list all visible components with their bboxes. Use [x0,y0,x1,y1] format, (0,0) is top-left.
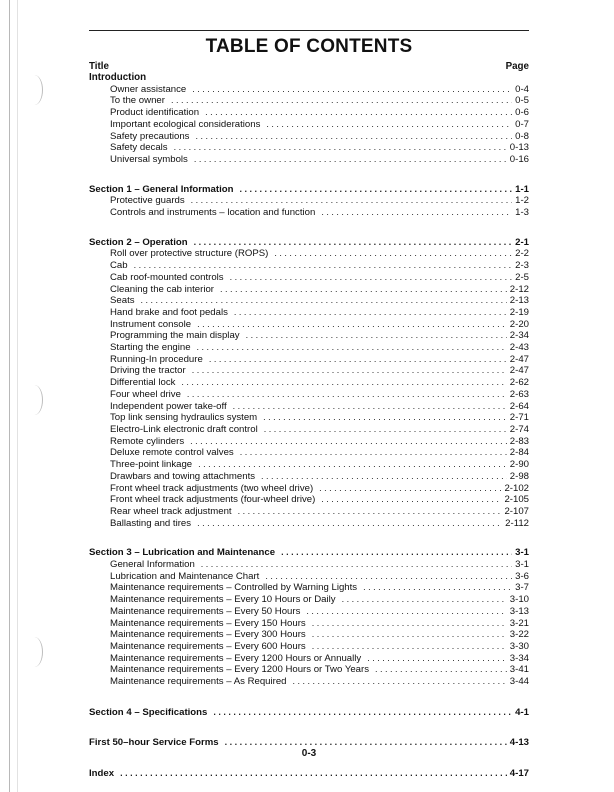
dot-leader [363,582,512,594]
toc-entry-page: 0-5 [515,95,529,107]
toc-entry-page: 3-34 [509,652,529,664]
dot-leader [319,483,501,495]
toc-entry-label: Differential lock [110,377,176,389]
dot-leader [265,571,512,583]
dot-leader [194,237,512,249]
toc-entry-page: 2-5 [515,271,529,283]
toc-entry-label: Front wheel track adjustments (four-wheel drive) [110,494,316,506]
dot-leader [192,84,512,96]
toc-entry[interactable] [89,447,529,459]
dot-leader [261,471,507,483]
toc-entry-page: 3-1 [515,559,529,571]
toc-entry[interactable] [89,377,529,389]
toc-entry[interactable] [89,618,529,630]
column-headers [89,61,529,72]
dot-leader [213,707,512,719]
page-title: TABLE OF CONTENTS [205,36,413,57]
binder-hole-mark [26,75,43,105]
toc-entry-label: Owner assistance [110,83,187,95]
dot-leader [194,154,507,166]
toc-entry-page: 0-16 [509,153,529,165]
toc-entry[interactable] [89,319,529,331]
toc-entry[interactable] [89,664,529,676]
toc-entry-label: Maintenance requirements – Controlled by Warning Lights [110,582,358,594]
toc-entry-label: Instrument console [110,318,192,330]
dot-leader [197,518,502,530]
dot-leader [293,676,507,688]
toc-entry[interactable] [89,401,529,413]
toc-entry-page: 2-107 [504,505,529,517]
toc-entry[interactable] [89,342,529,354]
toc-entry-label: Cab [110,260,128,272]
toc-entry[interactable] [89,653,529,665]
toc-entry-page: 2-3 [515,260,529,272]
toc-entry-label: Cab roof-mounted controls [110,271,224,283]
toc-entry[interactable] [89,365,529,377]
toc-entry-page: 2-63 [509,388,529,400]
dot-leader [281,547,512,559]
toc-entry-page: 2-98 [509,470,529,482]
binder-hole-mark [26,637,43,667]
dot-leader [187,389,507,401]
toc-entry-label: Maintenance requirements – Every 150 Hours [110,617,306,629]
column-header-page: Page [505,61,529,72]
toc-entry-label: Four wheel drive [110,388,181,400]
toc-entry-label: Section 3 – Lubrication and Maintenance [89,547,276,559]
toc-entry-page: 2-64 [509,400,529,412]
dot-leader [192,365,507,377]
toc-entry-label: Universal symbols [110,153,188,165]
dot-leader [197,319,507,331]
toc-entry[interactable] [89,483,529,495]
toc-entry-page: 3-13 [509,605,529,617]
index-heading[interactable] [89,768,529,780]
toc-entry-page: 1-3 [515,207,529,219]
toc-entry-page: 2-20 [509,318,529,330]
toc-entry-label: Maintenance requirements – As Required [110,676,287,688]
column-header-title: Title [89,61,109,72]
toc-entry[interactable] [89,389,529,401]
toc-entry[interactable] [89,131,529,143]
toc-entry-label: Index [89,768,115,780]
section-2-block [89,237,529,530]
section-1-block [89,184,529,219]
toc-entry-page: 3-22 [509,629,529,641]
toc-entry-page: 2-13 [509,295,529,307]
toc-entry[interactable] [89,459,529,471]
toc-entry[interactable] [89,424,529,436]
toc-entry-label: Programming the main display [110,330,240,342]
toc-entry-label: Seats [110,295,135,307]
section-2-heading[interactable] [89,237,529,249]
dot-leader [312,641,507,653]
toc-entry-label: Maintenance requirements – Every 1200 Hours or Annually [110,652,362,664]
dot-leader [312,618,507,630]
dot-leader [220,284,507,296]
toc-entry-label: Roll over protective structure (ROPS) [110,248,269,260]
toc-entry-page: 4-1 [515,706,529,718]
toc-entry-page: 3-6 [515,570,529,582]
toc-entry-page: 3-10 [509,594,529,606]
dot-leader [264,424,507,436]
dot-leader [191,195,512,207]
toc-entry[interactable] [89,676,529,688]
toc-entry-label: Lubrication and Maintenance Chart [110,570,260,582]
dot-leader [230,272,513,284]
toc-entry-label: Drawbars and towing attachments [110,470,256,482]
toc-entry-label: Driving the tractor [110,365,186,377]
toc-entry-page: 2-47 [509,353,529,365]
toc-entry-label: Cleaning the cab interior [110,283,214,295]
toc-entry-label: Rear wheel track adjustment [110,505,232,517]
toc-entry[interactable] [89,571,529,583]
toc-entry-page: 0-7 [515,118,529,130]
introduction-heading[interactable]: Introduction [89,72,147,83]
toc-entry-label: Maintenance requirements – Every 600 Hours [110,640,306,652]
dot-leader [240,447,507,459]
section-3-heading[interactable] [89,547,529,559]
toc-entry[interactable] [89,260,529,272]
toc-entry-label: Section 1 – General Information [89,183,234,195]
toc-entry[interactable] [89,559,529,571]
toc-entry-label: Running-In procedure [110,353,203,365]
toc-entry-label: Maintenance requirements – Every 50 Hours [110,605,301,617]
toc-entry-label: Safety precautions [110,130,190,142]
toc-entry-page: 2-83 [509,435,529,447]
toc-entry-page: 3-30 [509,640,529,652]
toc-entry-label: Protective guards [110,195,185,207]
dot-leader [234,307,507,319]
dot-leader [195,131,512,143]
toc-entry[interactable] [89,119,529,131]
section-3-block [89,547,529,687]
toc-entry-label: Hand brake and foot pedals [110,306,228,318]
toc-entry-page: 3-7 [515,582,529,594]
dot-leader [375,664,507,676]
dot-leader [197,342,507,354]
dot-leader [205,107,512,119]
toc-entry-page: 4-13 [509,737,529,749]
toc-entry-page: 0-6 [515,107,529,119]
toc-entry-label: Maintenance requirements – Every 300 Hours [110,629,306,641]
toc-entry-page: 3-41 [509,664,529,676]
table-of-contents [89,60,529,780]
toc-entry-page: 2-12 [509,283,529,295]
dot-leader [174,142,507,154]
dot-leader [239,184,512,196]
dot-leader [263,412,507,424]
toc-entry-label: Starting the engine [110,342,191,354]
toc-entry[interactable] [89,629,529,641]
toc-entry-page: 3-1 [515,547,529,559]
toc-entry-label: To the owner [110,95,165,107]
toc-entry-label: Safety decals [110,142,168,154]
toc-entry-label: Top link sensing hydraulics system [110,412,258,424]
toc-entry[interactable] [89,154,529,166]
toc-entry-label: Section 2 – Operation [89,236,188,248]
toc-entry-page: 2-19 [509,306,529,318]
toc-entry-page: 2-47 [509,365,529,377]
toc-entry-page: 1-2 [515,195,529,207]
toc-entry[interactable] [89,207,529,219]
dot-leader [238,506,502,518]
toc-entry-page: 2-105 [504,494,529,506]
dot-leader [321,494,501,506]
toc-entry[interactable] [89,506,529,518]
scan-edge-line [9,0,10,792]
dot-leader [141,295,507,307]
dot-leader [134,260,513,272]
dot-leader [198,459,507,471]
footer-page-number: 0-3 [301,748,317,759]
toc-entry[interactable] [89,582,529,594]
toc-entry[interactable] [89,95,529,107]
toc-entry-page: 2-62 [509,377,529,389]
toc-entry-label: Maintenance requirements – Every 10 Hours or Daily [110,594,336,606]
toc-entry[interactable] [89,272,529,284]
toc-entry[interactable] [89,248,529,260]
toc-entry-page: 2-71 [509,412,529,424]
toc-entry-page: 2-2 [515,248,529,260]
toc-entry-page: 3-21 [509,617,529,629]
toc-entry-label: Electro-Link electronic draft control [110,423,258,435]
dot-leader [312,629,507,641]
toc-entry-page: 2-74 [509,423,529,435]
toc-entry-label: Independent power take-off [110,400,227,412]
toc-entry[interactable] [89,107,529,119]
dot-leader [367,653,507,665]
toc-entry[interactable] [89,412,529,424]
toc-entry[interactable] [89,606,529,618]
dot-leader [266,119,512,131]
toc-entry-label: Controls and instruments – location and function [110,207,316,219]
toc-entry-label: Three-point linkage [110,459,193,471]
toc-entry[interactable] [89,354,529,366]
toc-entry-page: 2-102 [504,482,529,494]
dot-leader [120,768,507,780]
toc-entry-label: General Information [110,559,195,571]
header-rule [89,30,529,31]
toc-entry-page: 2-34 [509,330,529,342]
dot-leader [233,401,507,413]
toc-entry-label: Front wheel track adjustments (two wheel drive) [110,482,314,494]
introduction-block [89,72,529,166]
toc-entry-label: Product identification [110,107,200,119]
toc-entry[interactable] [89,436,529,448]
toc-entry[interactable] [89,307,529,319]
toc-entry[interactable] [89,518,529,530]
toc-entry-page: 1-1 [515,183,529,195]
toc-entry[interactable] [89,284,529,296]
toc-entry-page: 0-13 [509,142,529,154]
dot-leader [274,248,512,260]
toc-entry[interactable] [89,471,529,483]
toc-entry-page: 2-112 [505,517,529,529]
scan-edge-line-secondary [17,0,18,792]
dot-leader [246,330,507,342]
toc-entry[interactable] [89,594,529,606]
dot-leader [190,436,507,448]
dot-leader [171,95,512,107]
dot-leader [201,559,512,571]
section-1-heading[interactable] [89,184,529,196]
toc-entry-page: 4-17 [509,768,529,780]
toc-entry[interactable] [89,84,529,96]
toc-entry-page: 2-1 [515,236,529,248]
toc-entry[interactable] [89,142,529,154]
dot-leader [181,377,506,389]
toc-entry-page: 2-84 [509,447,529,459]
toc-entry[interactable] [89,330,529,342]
toc-entry[interactable] [89,195,529,207]
toc-entry-label: Maintenance requirements – Every 1200 Hours or Two Years [110,664,369,676]
toc-entry[interactable] [89,641,529,653]
dot-leader [209,354,507,366]
dot-leader [306,606,506,618]
dot-leader [321,207,512,219]
section-4-heading[interactable] [89,707,529,719]
toc-entry-page: 2-90 [509,459,529,471]
binder-hole-mark [26,385,43,415]
toc-entry-label: Remote cylinders [110,435,185,447]
dot-leader [342,594,507,606]
toc-entry-label: Section 4 – Specifications [89,706,208,718]
toc-entry[interactable] [89,494,529,506]
toc-entry-label: First 50–hour Service Forms [89,737,219,749]
toc-entry-page: 2-43 [509,342,529,354]
toc-entry[interactable] [89,295,529,307]
toc-entry-page: 3-44 [509,676,529,688]
toc-entry-label: Deluxe remote control valves [110,447,234,459]
toc-entry-page: 0-4 [515,83,529,95]
toc-entry-label: Important ecological considerations [110,118,261,130]
toc-entry-page: 0-8 [515,130,529,142]
toc-entry-label: Ballasting and tires [110,517,192,529]
